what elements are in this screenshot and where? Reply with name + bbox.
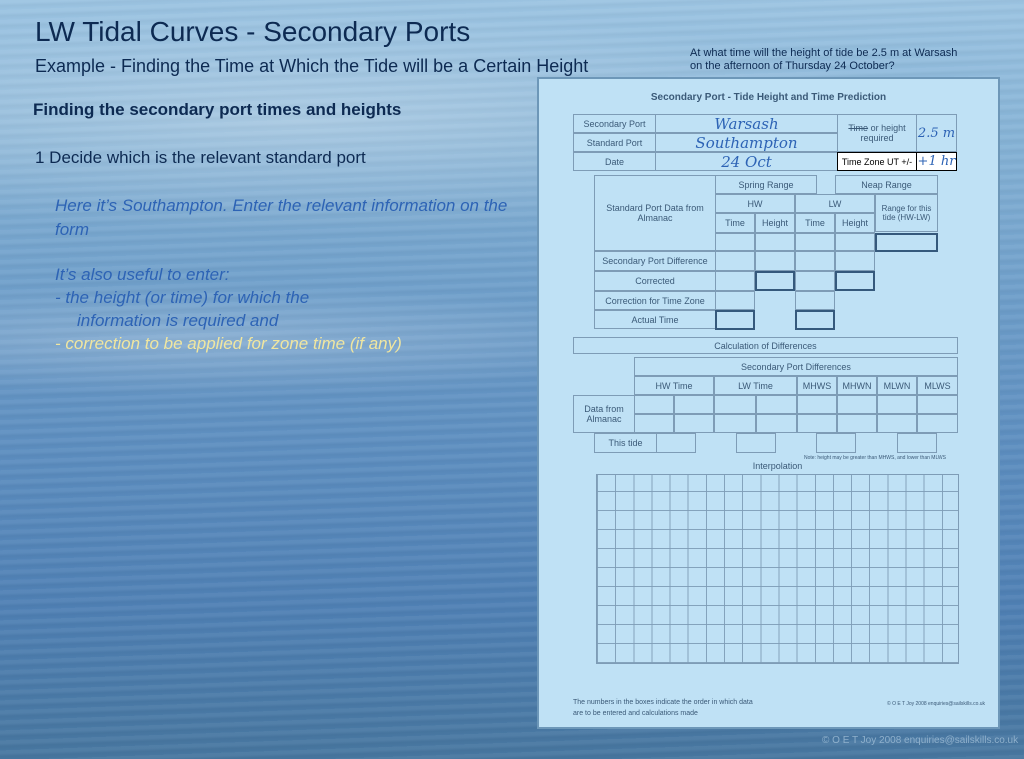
std-hw-time-cell[interactable]	[715, 233, 755, 251]
diff-lw-height-cell[interactable]	[835, 251, 875, 271]
para2-item-1b: information is required and	[77, 311, 279, 330]
std-hw-time-header: Time	[715, 213, 755, 233]
mhws-header: MHWS	[797, 376, 837, 395]
mlwn-header: MLWN	[877, 376, 917, 395]
sec-port-diff-label: Secondary Port Difference	[594, 251, 716, 271]
corr-time-zone-label: Correction for Time Zone	[594, 291, 716, 310]
std-lw-height-cell[interactable]	[835, 233, 875, 251]
question-line-1: At what time will the height of tide be 2.5 m at Warsash	[690, 47, 958, 59]
data-from-almanac-label: Data from Almanac	[573, 395, 635, 433]
slide-copyright: © O E T Joy 2008 enquiries@sailskills.co.uk	[822, 735, 1019, 746]
height-note: Note: height may be greater than MHWS, and lower than MLWS	[804, 455, 946, 461]
corrected-lw-height-cell[interactable]	[835, 271, 875, 291]
secondary-port-value: Warsash	[714, 114, 779, 133]
diff-cell[interactable]	[917, 414, 958, 433]
slide-title: LW Tidal Curves - Secondary Ports	[35, 16, 471, 47]
step-1-text: 1 Decide which is the relevant standard port	[35, 148, 366, 167]
date-label: Date	[573, 152, 656, 171]
timezone-label: Time Zone UT +/-	[837, 152, 917, 171]
interpolation-label: Interpolation	[752, 461, 803, 471]
question-text	[690, 47, 957, 73]
sec-port-diffs-header: Secondary Port Differences	[634, 357, 958, 376]
actual-lw-time-cell[interactable]	[795, 310, 835, 330]
slide-subtitle: Example - Finding the Time at Which the Tide will be a Certain Height	[35, 56, 589, 76]
std-lw-height-header: Height	[835, 213, 875, 233]
timezone-value: +1 hr	[917, 154, 956, 169]
diff-cell[interactable]	[634, 414, 674, 433]
range-this-tide-label: Range for this tide (HW-LW)	[875, 194, 938, 232]
corrected-hw-time-cell[interactable]	[715, 271, 755, 291]
lw-time-header: LW Time	[714, 376, 797, 395]
std-port-data-label: Standard Port Data from Almanac	[594, 175, 716, 251]
required-label: required	[860, 133, 894, 143]
secondary-port-field[interactable]	[655, 114, 838, 133]
this-tide-label: This tide	[594, 433, 657, 453]
corr-tz-hw-cell[interactable]	[715, 291, 755, 310]
form-title: Secondary Port - Tide Height and Time Prediction	[650, 92, 887, 103]
neap-range-label: Neap Range	[835, 175, 938, 194]
diff-cell[interactable]	[714, 395, 756, 414]
std-lw-time-header: Time	[795, 213, 835, 233]
section-heading: Finding the secondary port times and heights	[33, 100, 402, 119]
explanation-paragraph-1: Here it’s Southampton. Enter the relevant information on the form	[55, 196, 508, 239]
diff-cell[interactable]	[877, 395, 917, 414]
question-line-2: on the afternoon of Thursday 24 October?	[690, 60, 895, 72]
std-lw-time-cell[interactable]	[795, 233, 835, 251]
this-tide-hw-cell[interactable]	[656, 433, 696, 453]
form-copyright: © O E T Joy 2008 enquiries@sailskills.co.uk	[887, 701, 986, 707]
timezone-field[interactable]	[916, 152, 957, 171]
corrected-lw-time-cell[interactable]	[795, 271, 835, 291]
this-tide-lw-cell[interactable]	[736, 433, 776, 453]
diff-cell[interactable]	[797, 395, 837, 414]
this-tide-height-2-cell[interactable]	[897, 433, 937, 453]
actual-time-label: Actual Time	[594, 310, 716, 329]
interpolation-grid[interactable]	[596, 474, 959, 664]
this-tide-height-1-cell[interactable]	[816, 433, 856, 453]
diff-hw-time-cell[interactable]	[715, 251, 755, 271]
corr-tz-lw-cell[interactable]	[795, 291, 835, 310]
diff-cell[interactable]	[756, 395, 797, 414]
corrected-hw-height-cell[interactable]	[755, 271, 795, 291]
diff-cell[interactable]	[674, 395, 714, 414]
spring-range-label: Spring Range	[715, 175, 817, 194]
mlws-header: MLWS	[917, 376, 958, 395]
para2-item-2: - correction to be applied for zone time (if any)	[55, 334, 402, 353]
form-footer-line-1: The numbers in the boxes indicate the order in which data	[573, 699, 753, 706]
tide-prediction-form	[537, 77, 1000, 729]
para2-item-1a: - the height (or time) for which the	[55, 288, 310, 307]
standard-port-value: Southampton	[695, 133, 798, 152]
height-required-field[interactable]	[916, 114, 957, 152]
diff-cell[interactable]	[837, 414, 877, 433]
diff-cell[interactable]	[837, 395, 877, 414]
date-field[interactable]	[655, 152, 838, 171]
diff-cell[interactable]	[674, 414, 714, 433]
date-value: 24 Oct	[721, 152, 772, 171]
standard-port-field[interactable]	[655, 133, 838, 152]
diff-cell[interactable]	[714, 414, 756, 433]
secondary-port-label: Secondary Port	[573, 114, 656, 133]
or-height-label: or height	[870, 123, 906, 133]
diff-cell[interactable]	[797, 414, 837, 433]
time-struck-label: Time	[848, 123, 869, 133]
std-hw-height-cell[interactable]	[755, 233, 795, 251]
diff-cell[interactable]	[917, 395, 958, 414]
diff-cell[interactable]	[634, 395, 674, 414]
form-footer-line-2: are to be entered and calculations made	[573, 710, 698, 717]
standard-port-label: Standard Port	[573, 133, 656, 152]
corrected-label: Corrected	[594, 271, 716, 291]
hw-time-header: HW Time	[634, 376, 714, 395]
actual-hw-time-cell[interactable]	[715, 310, 755, 330]
diff-cell[interactable]	[756, 414, 797, 433]
explanation-paragraph-2	[55, 263, 535, 355]
range-this-tide-cell[interactable]	[875, 233, 938, 252]
diff-hw-height-cell[interactable]	[755, 251, 795, 271]
diff-cell[interactable]	[877, 414, 917, 433]
height-required-label	[837, 114, 917, 152]
height-required-value: 2.5 m	[917, 125, 956, 141]
std-hw-header: HW	[715, 194, 795, 213]
diff-lw-time-cell[interactable]	[795, 251, 835, 271]
std-lw-header: LW	[795, 194, 875, 213]
para2-line-1: It’s also useful to enter:	[55, 265, 230, 284]
mhwn-header: MHWN	[837, 376, 877, 395]
calc-of-diffs-header: Calculation of Differences	[573, 337, 958, 354]
std-hw-height-header: Height	[755, 213, 795, 233]
form-footer-note	[573, 697, 753, 719]
